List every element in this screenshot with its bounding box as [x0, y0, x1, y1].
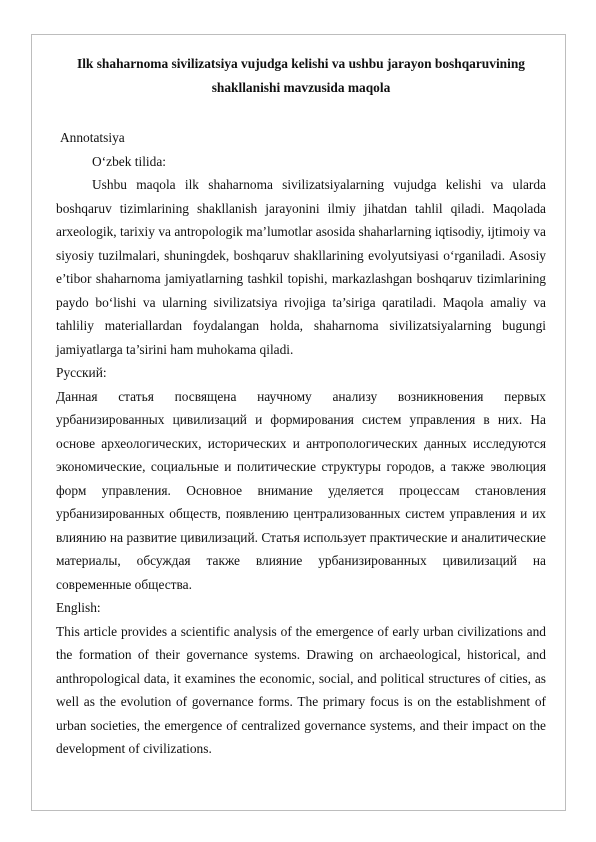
uzbek-label: O‘zbek tilida:: [92, 153, 166, 169]
article-title: Ilk shaharnoma sivilizatsiya vujudga kelishi va ushbu jarayon boshqaruvining shakllanishi mavzusida maqola: [77, 56, 525, 95]
english-abstract: This article provides a scientific analysis of the emergence of early urban civilizations and the formation of their governance systems. Drawing on archaeological, historical, and anthropological data, it examines the economic, social, and political structures of cities, as well as the evolution of governance forms. The primary focus is on the establishment of urban societies, the emergence of centralized governance systems, and their impact on the development of civilizations.: [56, 623, 546, 756]
russian-label: Русский:: [56, 365, 107, 380]
russian-abstract: Данная статья посвящена научному анализу возникновения первых урбанизированных цивилизаций и формирования систем управления в них. На основе археологических, исторических и антропологических данных исследуются экономические, социальные и политические структуры городов, а также эволюция форм управления. Основное внимание уделяется процессам становления урбанизированных обществ, появлению централизованных систем управления и их влиянию на развитие цивилизаций. Статья использует практические и аналитические материалы, обсуждая также влияние урбанизированных цивилизаций на современные общества.: [56, 388, 546, 592]
article-content: [56, 52, 546, 761]
uzbek-abstract: Ushbu maqola ilk shaharnoma sivilizatsiyalarning vujudga kelishi va ularda boshqaruv tizimlarining shakllanish jarayonini ilmiy jihatdan tahlil qiladi. Maqolada arxeologik, tarixiy va antropologik ma’lumotlar asosida shaharlarning iqtisodiy, ijtimoiy va siyosiy tuzilmalari, shuningdek, boshqaruv shakllarining evolyutsiyasi o‘rganiladi. Asosiy e’tibor shaharnoma jamiyatlarning tashkil topishi, markazlashgan boshqaruv tizimlarining paydo bo‘lishi va ularning sivilizatsiya rivojiga ta’siriga qaratiladi. Maqola amaliy va tahliliy materiallardan foydalangan holda, shaharnoma sivilizatsiyalarning bugungi jamiyatlarga ta’sirini ham muhokama qiladi.: [56, 177, 546, 357]
annotation-heading: Annotatsiya: [60, 130, 125, 145]
english-label: English:: [56, 600, 101, 615]
